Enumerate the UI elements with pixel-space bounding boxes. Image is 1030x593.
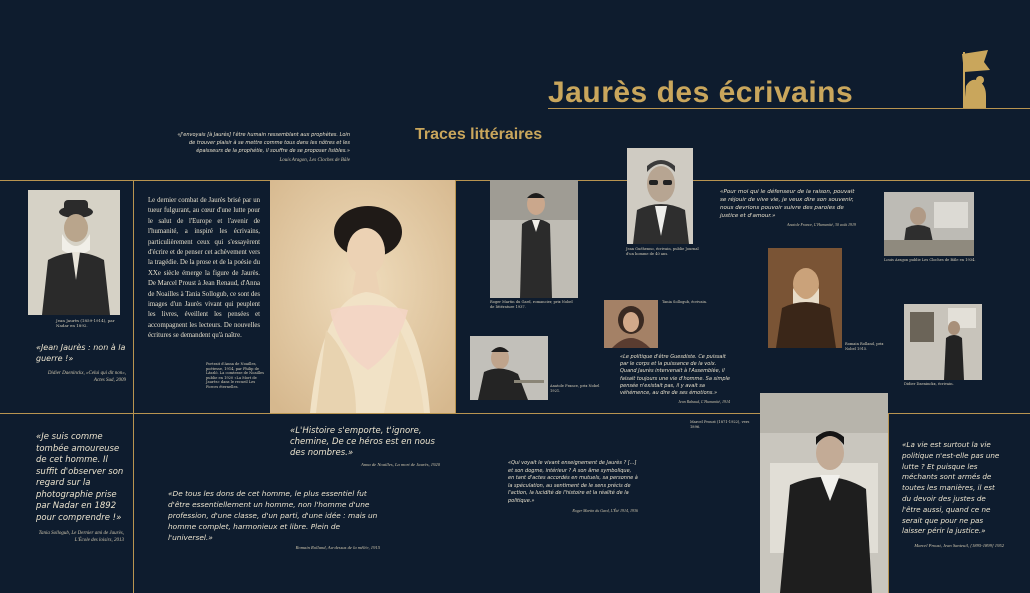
quote-rolland xyxy=(168,488,380,550)
top-quote-source: Louis Aragon, Les Cloches de Bâle xyxy=(279,158,350,163)
column-rule-3 xyxy=(888,413,889,593)
column-rule-2 xyxy=(455,180,456,413)
quote-france xyxy=(720,188,856,227)
photo-man-standing xyxy=(490,180,578,298)
quote-rabaud xyxy=(620,354,730,404)
caption-portrait: Portrait d'Anna de Noailles, poétesse, 1914, par Philip de László. La comtesse de Noailles publie en 1920 «La Mort de Jaurès» dans le recueil Les Forces éternelles. xyxy=(206,362,265,389)
caption-man-desk: Romain Rolland, prix Nobel 1915. xyxy=(845,342,884,351)
quote-sollogub-source: Tania Sollogub, Le Dernier ami de Jaurès, L'École des loisirs, 2013 xyxy=(38,531,124,543)
quote-rabaud-text: «Le politique d'être Guesdiste. Ce puissait par le corps et la puissance de la voix. Quand Jaurès intervenait à l'Assemblée, il faisait toujours une vie d'homme. Sa simple pensée n'existait pas, il y avait sa véhémence, au dire de ses émotions.» xyxy=(620,354,730,397)
quote-noailles-text: «L'Histoire s'emporte, t'ignore, chemine, De ce héros est en nous des nombres.» xyxy=(290,426,435,458)
photo-man-desk xyxy=(768,248,842,348)
caption-man-room: Louis Aragon publie Les Cloches de Bâle en 1934. xyxy=(884,258,976,262)
quote-noailles xyxy=(290,426,440,467)
page-subtitle: Traces littéraires xyxy=(415,126,543,143)
caption-bearded-man: Jean Jaurès (1859-1914), par Nadar en 1892. xyxy=(56,318,115,328)
quote-proust xyxy=(902,440,1004,549)
quote-daeninckx xyxy=(36,342,126,384)
quote-martin-du-gard-source: Roger Martin du Gard, L'Été 1914, 1936 xyxy=(572,507,638,513)
photo-man-room xyxy=(884,192,974,256)
quote-sollogub xyxy=(36,432,124,544)
quote-rabaud-source: Jean Rabaud, L'Humanité, 1914 xyxy=(678,399,730,405)
photo-man-writing xyxy=(470,336,548,400)
flag-logo-icon xyxy=(958,48,994,110)
caption-man-standing-2: Didier Daeninckx, écrivain. xyxy=(904,382,954,386)
caption-woman: Tania Sollogub, écrivain. xyxy=(662,300,708,304)
photo-man-standing-2 xyxy=(904,304,982,380)
caption-man-standing: Roger Martin du Gard, romancier, prix Nobel de littérature 1937. xyxy=(490,300,573,309)
quote-france-source: Anatole France, L'Humanité, 30 août 1919 xyxy=(787,222,856,227)
quote-daeninckx-text: «Jean Jaurès : non à la guerre !» xyxy=(36,343,126,363)
quote-daeninckx-source: Didier Daeninckx, «Celui qui dit non», Actes Sud, 2009 xyxy=(47,371,126,383)
photo-man-glasses xyxy=(627,148,693,244)
caption-proust: Marcel Proust (1871-1922), vers 1896. xyxy=(690,420,750,429)
column-rule-1 xyxy=(133,180,134,593)
quote-france-text: «Pour moi qui le défenseur de la raison, pouvait se réjouir de vive vie, je veux dire son souvenir, nous devrions pouvoir suivre des paroles de justice et d'amour.» xyxy=(720,189,855,219)
quote-noailles-source: Anna de Noailles, La mort de Jaurès, 1920 xyxy=(361,462,440,467)
top-quote xyxy=(172,131,350,165)
portrait-painting xyxy=(270,180,455,413)
quote-proust-text: «La vie est surtout la vie politique n'est-elle pas une lutte ? Et puisque les méchants sont armés de toutes les manières, il est du devoir des justes de l'être aussi, quand ce ne serait que pour ne pas laisser périr la justice.» xyxy=(902,440,1000,536)
quote-rolland-text: «De tous les dons de cet homme, le plus essentiel fut d'être essentiellement un homme, non l'homme d'une profession, d'une classe, d'un parti, d'une idée : mais un homme complet, harmonieux et libre. Plein de l'universel.» xyxy=(168,489,378,542)
photo-bearded-man xyxy=(28,190,120,315)
caption-man-glasses: Jean Guéhenno, écrivain, publie Journal d'un homme de 40 ans. xyxy=(626,247,699,256)
caption-man-writing: Anatole France, prix Nobel 1921. xyxy=(550,384,600,393)
page-title: Jaurès des écrivains xyxy=(548,76,854,109)
quote-martin-du-gard-text: «Qui voyait le vivant enseignement de Jaurès ? [...] et son dogme, intérieur ? A son âme symbolique, en tant d'actes accordés en mutuels, sa personne à la spéculation, au sentiment de le sens précis de l'action, la lucidité de l'histoire et la réalité de la politique.» xyxy=(508,460,638,504)
quote-rolland-source: Romain Rolland, Au-dessus de la mêlée, 1915 xyxy=(295,545,380,550)
photo-proust xyxy=(760,393,888,593)
quote-sollogub-text: «Je suis comme tombée amoureuse de cet homme. Il suffit d'observer son regard sur la photographie prise par Nadar en 1892 pour comprendre !» xyxy=(36,432,124,523)
photo-woman xyxy=(604,300,658,348)
intro-paragraph: Le dernier combat de Jaurès brisé par un tueur fulgurant, au cœur d'une lutte pour le salut de l'Europe et l'avenir de l'humanité, a inspiré les écrivains, particulièrement ceux qui s'essayèrent d'écrire et de penser cet achèvement vers la tragédie. De la prose et de la poésie du XXe siècle émerge la figure de Jaurès. De Marcel Proust à Jean Renaud, d'Anna de Noailles à Tania Sollogub, ce sont des images d'un Jaurès vivant qui peuplent les livres, éveillent les pensées et accompagnent les lecteurs. De nouvelles écritures se demandent qu'à naître. xyxy=(148,197,260,340)
quote-martin-du-gard xyxy=(508,460,638,513)
top-quote-text: «J'envoyais [à Jaurès] l'être humain ressemblant aux prophètes. Loin de trouver plaisir à se mettre comme tous dans les nôtres et les épaisseurs de la prophétie, il souffre de se proposer lisibles.» xyxy=(177,132,350,154)
quote-proust-source: Marcel Proust, Jean Santeuil, [1895-1899] 1952 xyxy=(914,543,1004,549)
